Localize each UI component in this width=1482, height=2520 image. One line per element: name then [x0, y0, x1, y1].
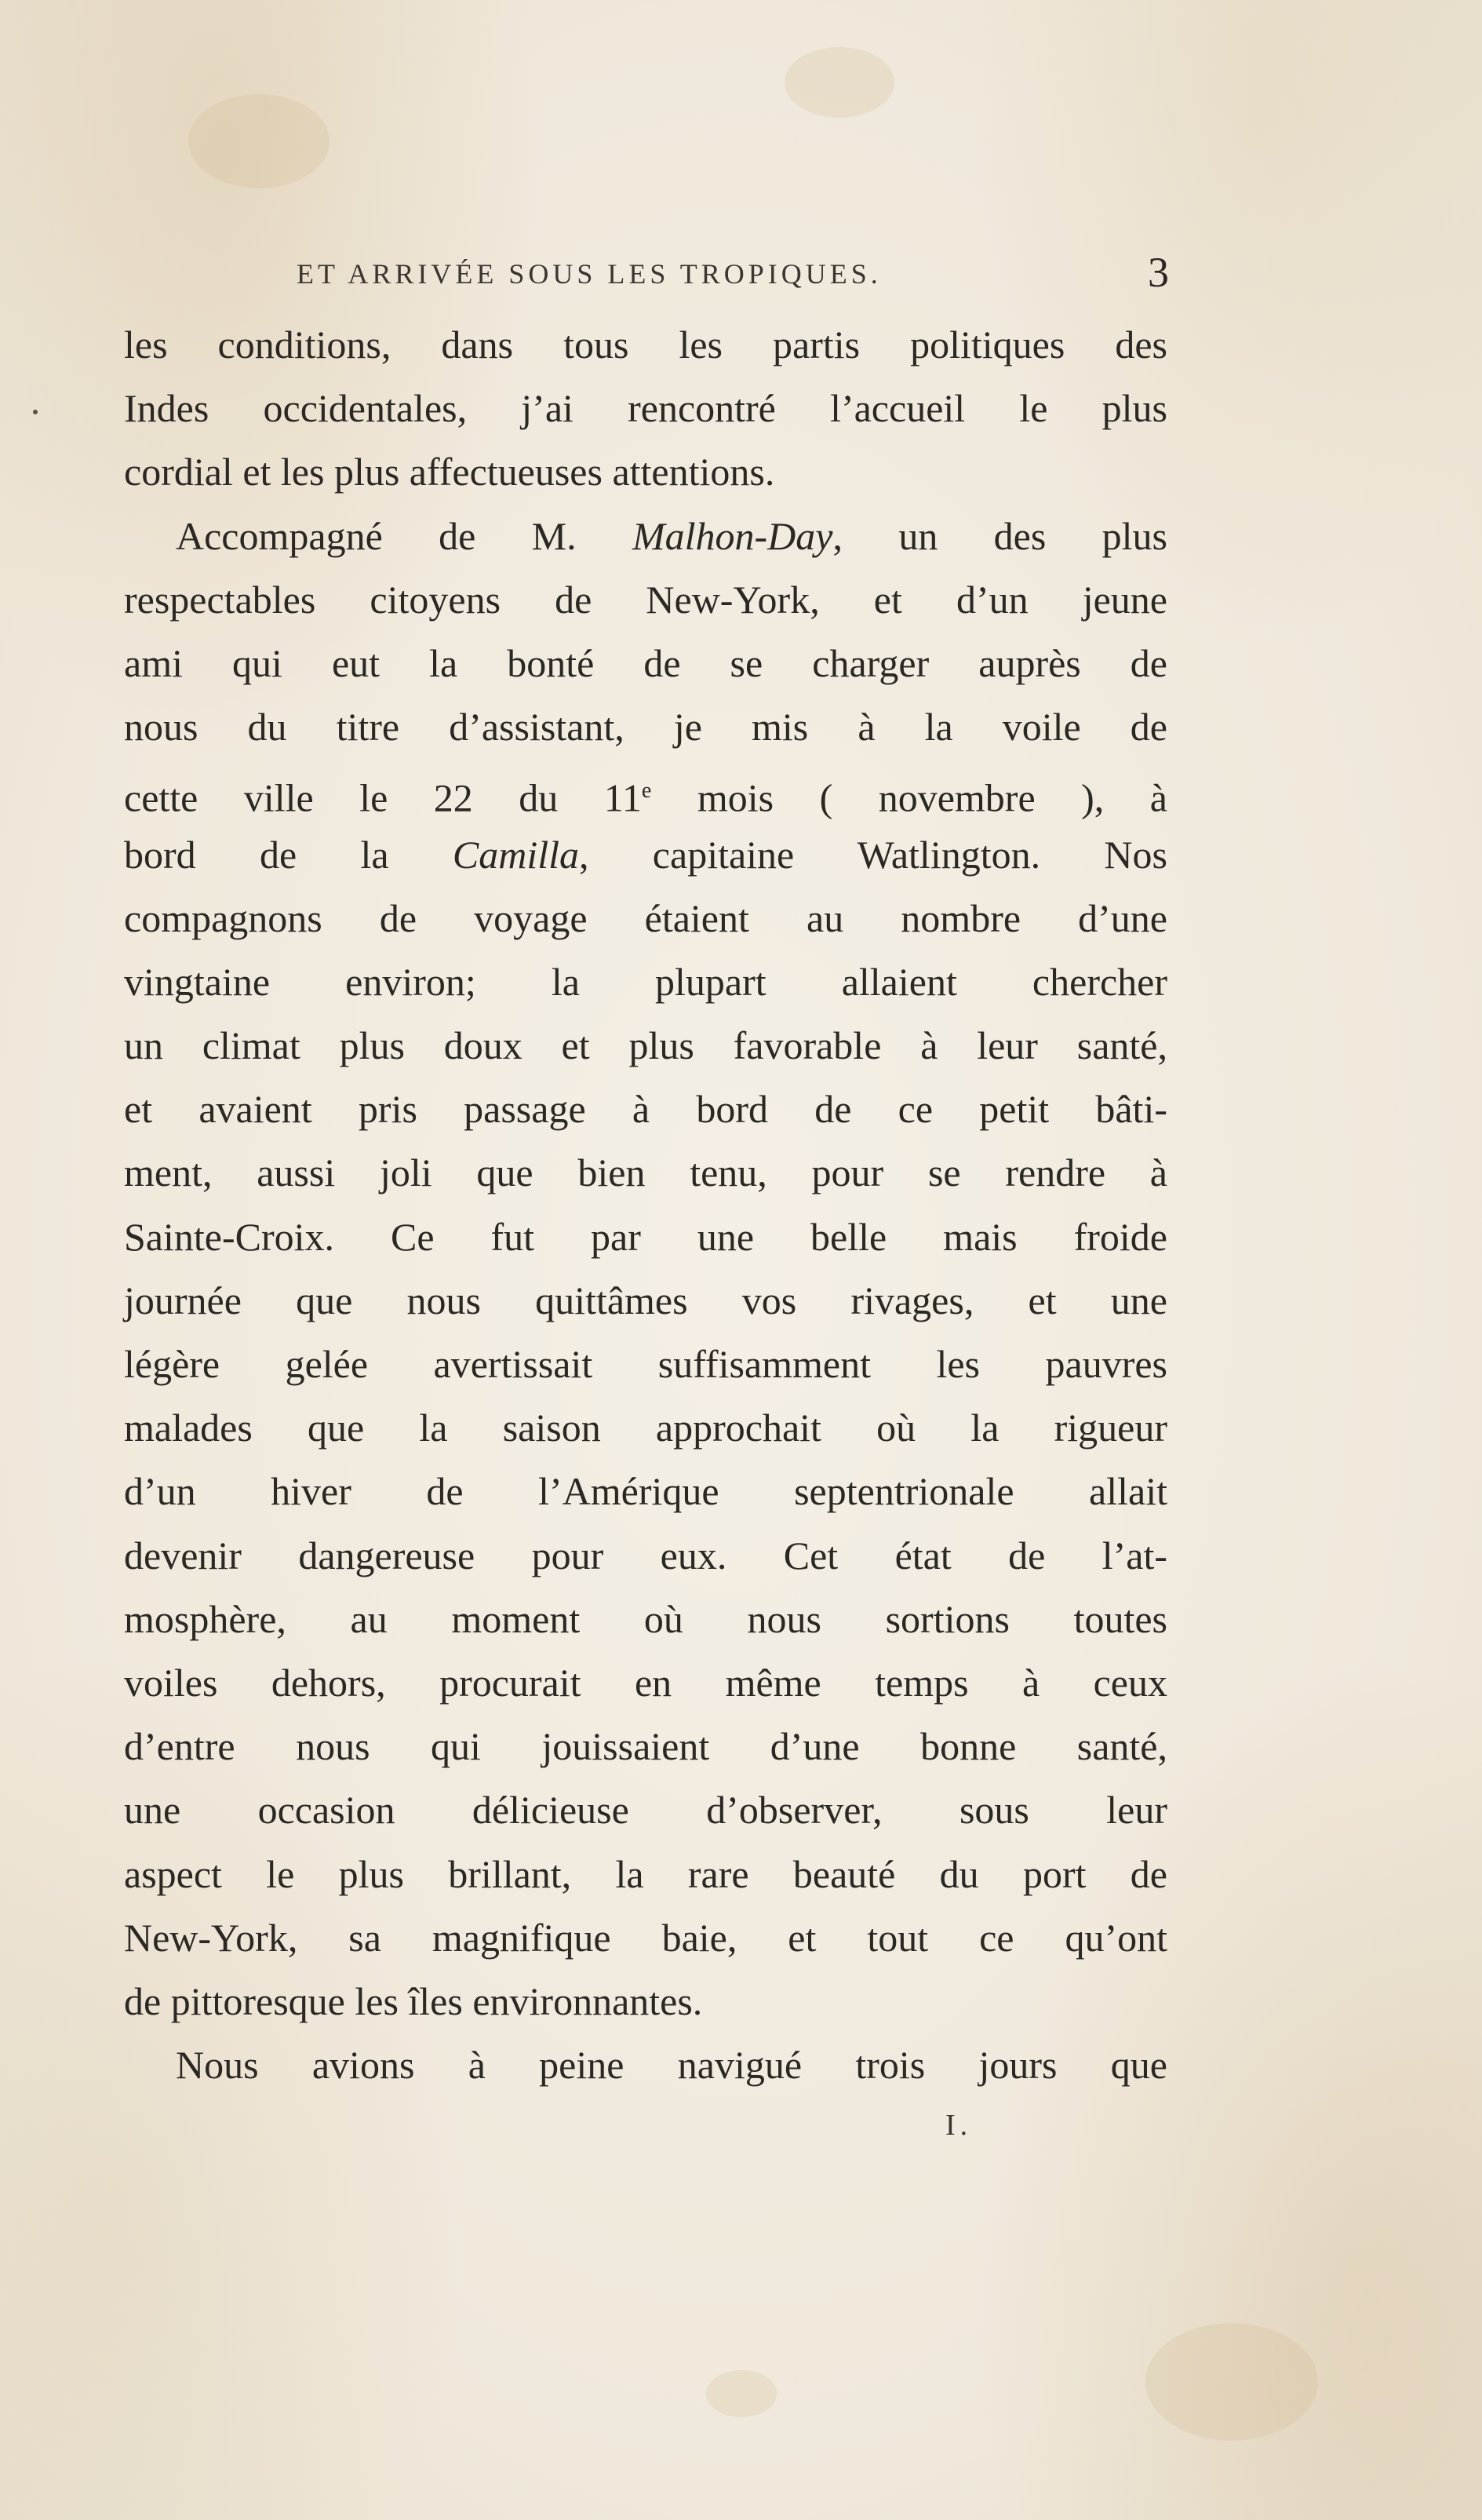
text-line: légère gelée avertissait suffisamment les pauvres	[124, 1342, 1167, 1386]
text-line: d’entre nous qui jouissaient d’une bonne santé,	[124, 1724, 1167, 1769]
superscript: e	[641, 779, 652, 804]
text-line: Sainte-Croix. Ce fut par une belle mais froide	[124, 1214, 1167, 1259]
text-line	[124, 759, 1167, 822]
paper-stain	[785, 47, 894, 118]
text-line: Indes occidentales, j’ai rencontré l’accueil le plus	[124, 386, 1167, 431]
text-line: nous du titre d’assistant, je mis à la voile de	[124, 705, 1167, 749]
paper-stain	[706, 2370, 777, 2417]
text-line: voiles dehors, procurait en même temps à ceux	[124, 1660, 1167, 1705]
text-line: les conditions, dans tous les partis politiques des	[124, 323, 1167, 367]
text-line: un climat plus doux et plus favorable à leur santé,	[124, 1023, 1167, 1068]
text-line: et avaient pris passage à bord de ce petit bâti-	[124, 1087, 1167, 1132]
italic-name: Malhon-Day	[632, 513, 833, 558]
text-line: vingtaine environ; la plupart allaient chercher	[124, 959, 1167, 1004]
text-line: une occasion délicieuse d’observer, sous leur	[124, 1788, 1167, 1833]
text-line: journée que nous quittâmes vos rivages, et une	[124, 1278, 1167, 1322]
running-title: ET ARRIVÉE SOUS LES TROPIQUES.	[297, 258, 882, 290]
text-line: ami qui eut la bonté de se charger auprès de	[124, 640, 1167, 685]
paper-stain	[1145, 2323, 1318, 2441]
text-line	[124, 823, 1167, 887]
text-line: de pittoresque les îles environnantes.	[124, 1978, 703, 2023]
text-line: devenir dangereuse pour eux. Cet état de l’at-	[124, 1533, 1167, 1577]
running-header	[126, 251, 1169, 298]
margin-mark	[33, 410, 38, 414]
text-line: aspect le plus brillant, la rare beauté du port de	[124, 1851, 1167, 1896]
text-line: cordial et les plus affectueuses attentions.	[124, 450, 775, 494]
signature-mark: I.	[945, 2109, 973, 2142]
text-segment: bord de la	[124, 832, 453, 877]
text-line: compagnons de voyage étaient au nombre d’une	[124, 895, 1167, 940]
text-segment: cette ville le 22 du 11	[124, 775, 642, 820]
body-text	[124, 313, 1167, 2097]
text-line: malades que la saison approchait où la rigueur	[124, 1406, 1167, 1450]
text-segment: , capitaine Watlington. Nos	[579, 832, 1167, 877]
paper-stain	[188, 94, 330, 188]
text-line: respectables citoyens de New-York, et d’un jeune	[124, 577, 1167, 622]
text-line: d’un hiver de l’Amérique septentrionale allait	[124, 1469, 1167, 1514]
text-line: Nous avions à peine navigué trois jours que	[176, 2043, 1167, 2088]
page-number: 3	[1148, 249, 1169, 296]
text-segment: mois ( novembre ), à	[651, 775, 1167, 820]
text-line: mosphère, au moment où nous sortions toutes	[124, 1596, 1167, 1641]
text-segment: , un des plus	[832, 513, 1168, 558]
text-segment: Accompagné de M.	[176, 513, 632, 558]
text-line: New-York, sa magnifique baie, et tout ce qu’ont	[124, 1915, 1167, 1960]
text-line: ment, aussi joli que bien tenu, pour se rendre à	[124, 1151, 1167, 1195]
italic-ship-name: Camilla	[452, 832, 579, 877]
text-line	[124, 505, 1167, 568]
